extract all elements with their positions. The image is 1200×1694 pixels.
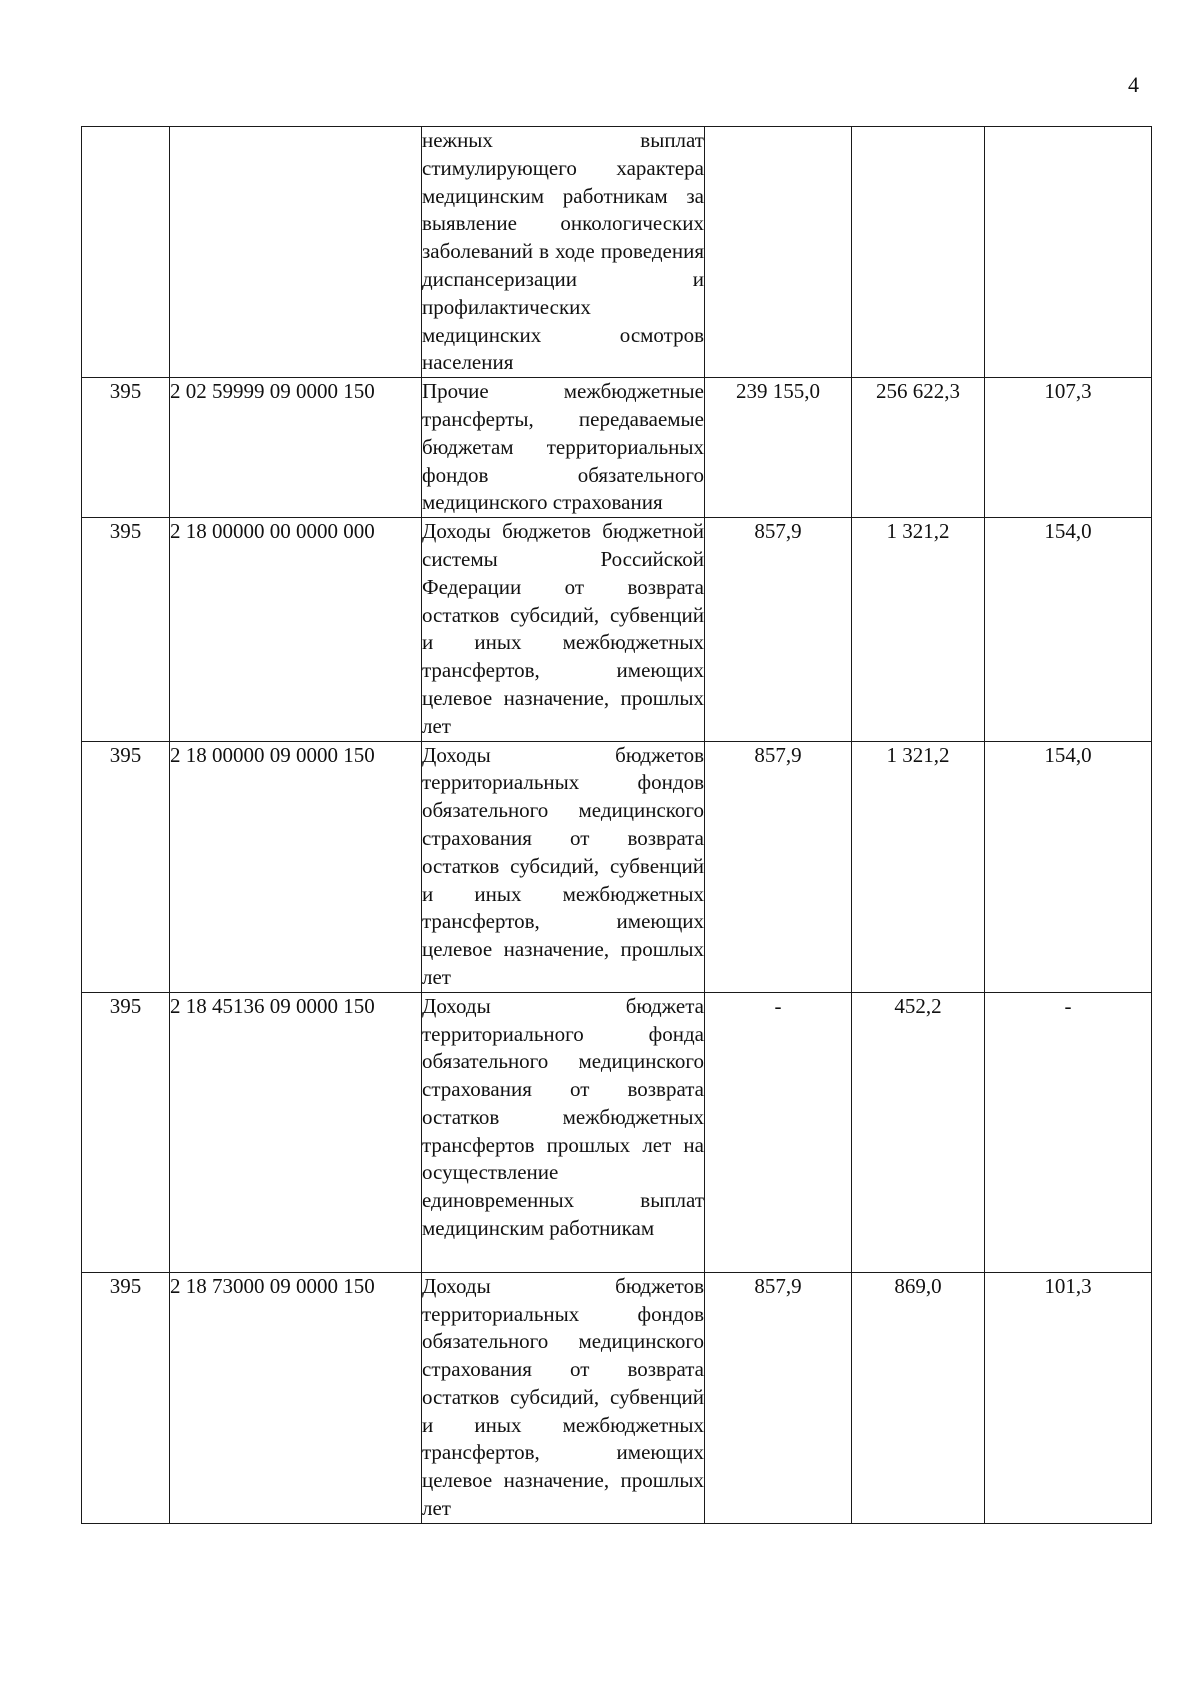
page-number: 4 bbox=[1128, 72, 1139, 97]
percent-cell: 107,3 bbox=[985, 378, 1152, 518]
plan-value-cell: - bbox=[705, 992, 852, 1272]
revenue-name-cell bbox=[422, 378, 705, 518]
kbk-cell: 2 18 73000 09 0000 150 bbox=[170, 1272, 422, 1523]
fact-value-cell: 256 622,3 bbox=[852, 378, 985, 518]
admin-code-cell: 395 bbox=[82, 992, 170, 1272]
revenue-name-text: Доходы бюджетов территориальных фондов обязательного медицинского страхования от возврата остатков субсидий, субвенций и иных межбюджетных трансфертов, имеющих целевое назначение, прошлых лет bbox=[422, 742, 704, 989]
plan-value-cell: 857,9 bbox=[705, 518, 852, 741]
revenue-name-text: нежных выплат стимулирующего характера медицинским работникам за выявление онкологических заболеваний в ходе проведения диспансеризации и профилактических медицинских осмотров населения bbox=[422, 128, 704, 375]
admin-code-cell: 395 bbox=[82, 518, 170, 741]
revenue-name-cell bbox=[422, 992, 705, 1272]
kbk-cell: 2 02 59999 09 0000 150 bbox=[170, 378, 422, 518]
plan-value-cell: 857,9 bbox=[705, 1272, 852, 1523]
kbk-cell: 2 18 00000 09 0000 150 bbox=[170, 741, 422, 992]
percent-cell: - bbox=[985, 992, 1152, 1272]
table-row bbox=[82, 741, 1152, 992]
kbk-cell bbox=[170, 127, 422, 378]
table-row bbox=[82, 378, 1152, 518]
percent-cell: 101,3 bbox=[985, 1272, 1152, 1523]
fact-value-cell bbox=[852, 127, 985, 378]
plan-value-cell bbox=[705, 127, 852, 378]
table-row bbox=[82, 518, 1152, 741]
revenue-name-cell bbox=[422, 1272, 705, 1523]
percent-cell bbox=[985, 127, 1152, 378]
revenue-name-text: Доходы бюджетов бюджетной системы Российской Федерации от возврата остатков субсидий, субвенций и иных межбюджетных трансфертов, имеющих целевое назначение, прошлых лет bbox=[422, 519, 704, 738]
admin-code-cell: 395 bbox=[82, 378, 170, 518]
revenue-name-cell bbox=[422, 518, 705, 741]
percent-cell: 154,0 bbox=[985, 518, 1152, 741]
revenue-name-text: Доходы бюджетов территориальных фондов обязательного медицинского страхования от возврата остатков субсидий, субвенций и иных межбюджетных трансфертов, имеющих целевое назначение, прошлых лет bbox=[422, 1273, 704, 1521]
kbk-cell: 2 18 00000 00 0000 000 bbox=[170, 518, 422, 741]
table-row bbox=[82, 1272, 1152, 1523]
admin-code-cell: 395 bbox=[82, 741, 170, 992]
table-row bbox=[82, 992, 1152, 1272]
revenue-table bbox=[81, 126, 1152, 1524]
fact-value-cell: 1 321,2 bbox=[852, 518, 985, 741]
revenue-name-cell bbox=[422, 741, 705, 992]
revenue-name-text: Доходы бюджета территориального фонда обязательного медицинского страхования от возврата остатков межбюджетных трансфертов прошлых лет на осуществление единовременных выплат медицинским работникам bbox=[422, 993, 704, 1241]
admin-code-cell: 395 bbox=[82, 1272, 170, 1523]
table-row bbox=[82, 127, 1152, 378]
fact-value-cell: 452,2 bbox=[852, 992, 985, 1272]
plan-value-cell: 857,9 bbox=[705, 741, 852, 992]
plan-value-cell: 239 155,0 bbox=[705, 378, 852, 518]
percent-cell: 154,0 bbox=[985, 741, 1152, 992]
fact-value-cell: 1 321,2 bbox=[852, 741, 985, 992]
revenue-name-text: Прочие межбюджетные трансферты, передаваемые бюджетам территориальных фондов обязательного медицинского страхования bbox=[422, 379, 704, 515]
fact-value-cell: 869,0 bbox=[852, 1272, 985, 1523]
admin-code-cell bbox=[82, 127, 170, 378]
revenue-name-cell bbox=[422, 127, 705, 378]
kbk-cell: 2 18 45136 09 0000 150 bbox=[170, 992, 422, 1272]
